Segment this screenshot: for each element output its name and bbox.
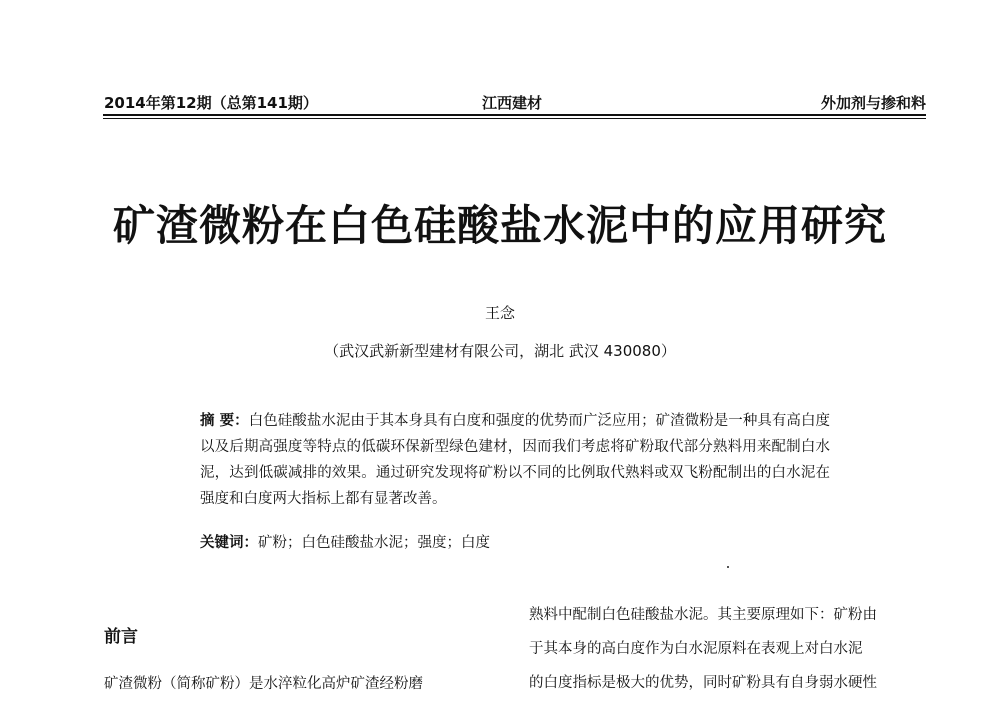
keywords (200, 532, 830, 554)
journal-issue: 2014年第12期（总第141期） (104, 94, 318, 112)
right-column-line: 熟料中配制白色硅酸盐水泥。其主要原理如下：矿粉由 (529, 607, 877, 623)
header-rule-thick (103, 114, 926, 116)
right-column-line: 于其本身的高白度作为白水泥原料在表观上对白水泥 (529, 641, 863, 657)
author-affiliation: （武汉武新新型建材有限公司，湖北 武汉 430080） (324, 342, 676, 360)
journal-section: 外加剂与掺和料 (820, 94, 926, 112)
abstract (200, 408, 830, 512)
abstract-label: 摘 要： (200, 413, 249, 429)
author-name: 王念 (484, 304, 515, 322)
abstract-text: 白色硅酸盐水泥由于其本身具有白度和强度的优势而广泛应用；矿渣微粉是一种具有高白度以及后期高强度等特点的低碳环保新型绿色建材，因而我们考虑将矿粉取代部分熟料用来配制白水泥，达到低碳减排的效果。通过研究发现将矿粉以不同的比例取代熟料或双飞粉配制出的白水泥在强度和白度两大指标上都有显著改善。 (200, 413, 830, 507)
stray-mark (727, 566, 729, 568)
right-column (529, 598, 929, 700)
paper-title: 矿渣微粉在白色硅酸盐水泥中的应用研究 (112, 201, 887, 250)
keywords-text: 矿粉；白色硅酸盐水泥；强度；白度 (258, 535, 490, 551)
header-rule-thin (103, 118, 926, 119)
section-heading-preface: 前言 (104, 627, 138, 647)
right-column-line: 的白度指标是极大的优势，同时矿粉具有自身弱水硬性 (529, 675, 877, 691)
keywords-label: 关键词： (200, 535, 258, 551)
journal-name: 江西建材 (482, 94, 543, 112)
left-column-text: 矿渣微粉（简称矿粉）是水淬粒化高炉矿渣经粉磨 (104, 676, 423, 692)
